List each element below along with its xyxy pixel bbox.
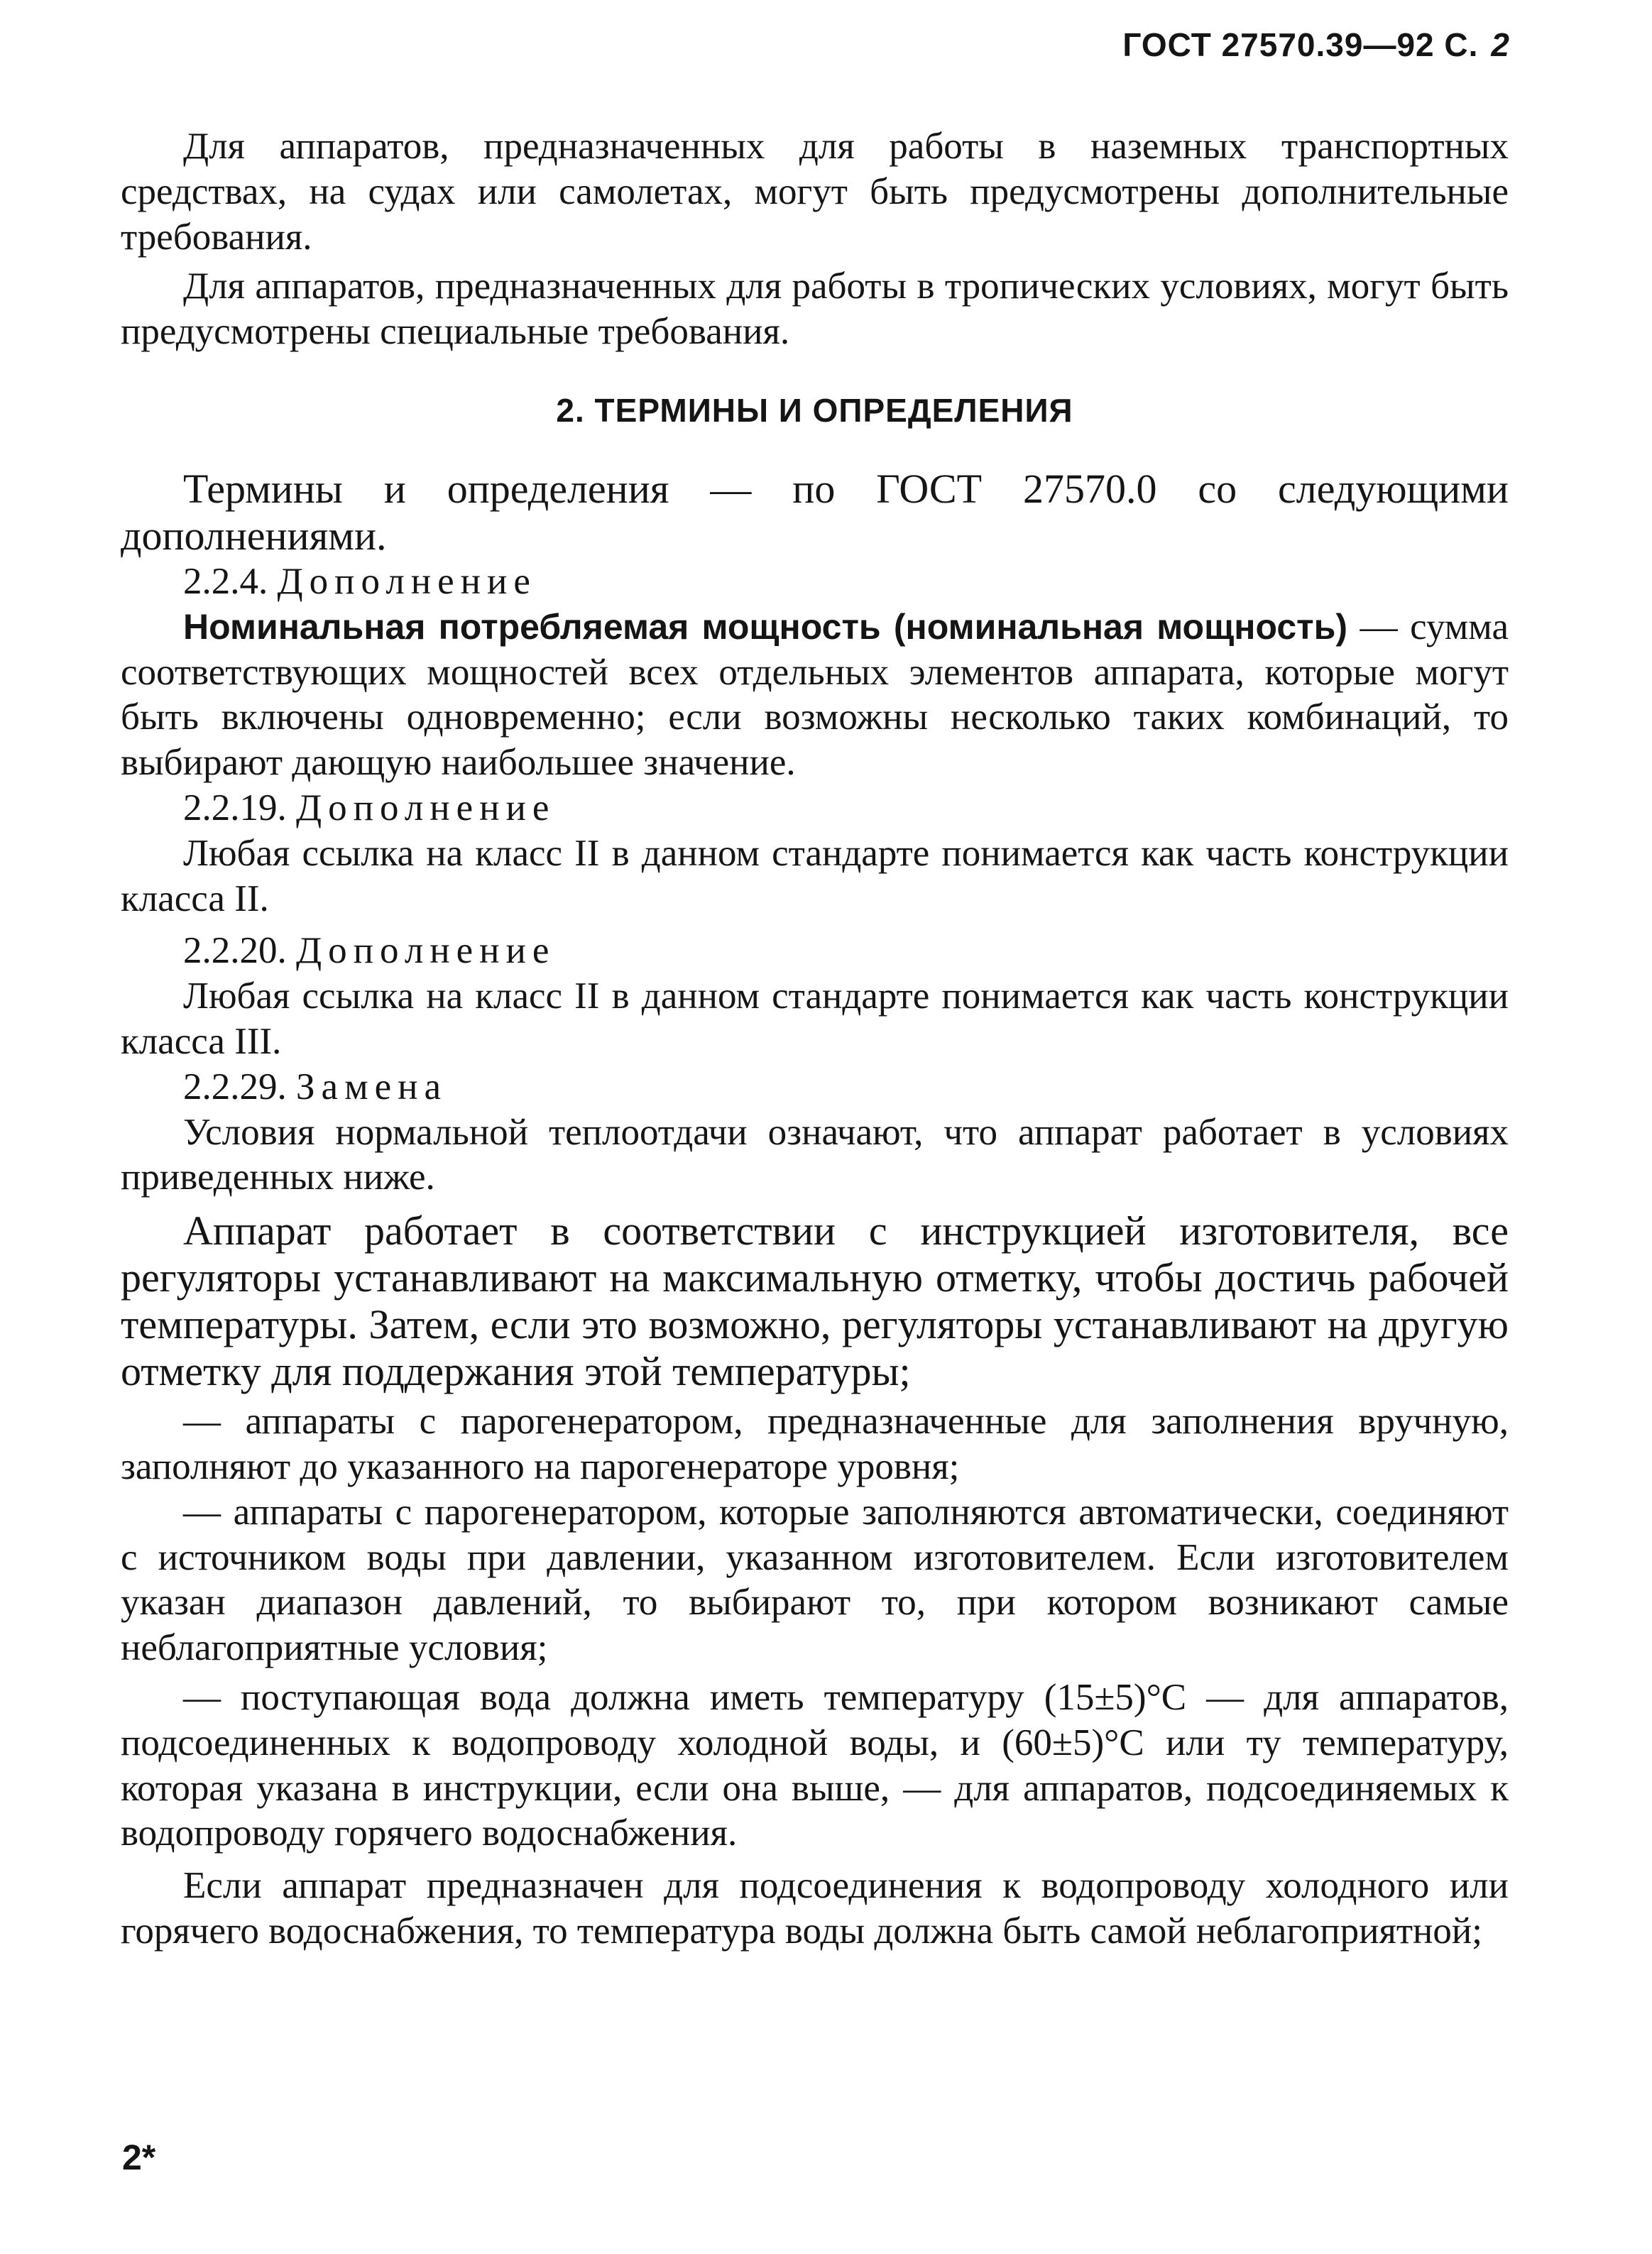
clause-number: 2.2.20. [183,930,287,972]
page-number: 2 [1491,26,1510,63]
paragraph-operation: Аппарат работает в соответствии с инструкцией изготовителя, все регуляторы устанавливают на максимальную отметку, чтобы достичь рабочей температуры. Затем, если это возможно, регуляторы устанавливают на другую отметку для поддержания этой температуры; [121,1208,1509,1395]
section-intro: Термины и определения — по ГОСТ 27570.0 со следующими дополнениями. [121,465,1509,559]
paragraph-intro-2: Для аппаратов, предназначенных для работы в тропических условиях, могут быть предусмотрены специальные требования. [121,266,1509,353]
paragraph-intro-1: Для аппаратов, предназначенных для работы в наземных транспортных средствах, на судах или самолетах, могут быть предусмотрены дополнительные требования. [121,126,1509,258]
clause-2-2-19-text: Любая ссылка на класс II в данном стандарте понимается как часть конструкции класса II. [121,832,1509,919]
document-body [121,124,1509,1954]
clause-number: 2.2.29. [183,1066,287,1107]
clause-kind: Дополнение [277,560,537,602]
clause-number: 2.2.19. [183,787,287,828]
clause-2-2-4-text [121,605,1509,786]
standard-reference: ГОСТ 27570.39—92 С. [1122,26,1479,63]
clause-2-2-19-heading [121,786,1509,831]
list-item-dash-1: — аппараты с парогенератором, предназначенные для заполнения вручную, заполняют до указанного на парогенераторе уровня; [121,1401,1509,1487]
definition-text: — сумма соответствующих мощностей всех отдельных элементов аппарата, которые могут быть включены одновременно; если возможны несколько таких комбинаций, то выбирают дающую наибольшее значение. [121,606,1509,784]
sheet-signature: 2* [122,2138,156,2177]
clause-2-2-29-heading [121,1065,1509,1110]
paragraph-last: Если аппарат предназначен для подсоединения к водопроводу холодного или горячего водоснабжения, то температура воды должна быть самой неблагоприятной; [121,1865,1509,1952]
clause-number: 2.2.4. [183,560,268,602]
list-item-dash-2: — аппараты с парогенератором, которые заполняются автоматически, соединяют с источником воды при давлении, указанном изготовителем. Если изготовителем указан диапазон давлений, то выбирают то, при котором возникают самые неблагоприятные условия; [121,1491,1509,1669]
defined-term: Номинальная потребляемая мощность (номинальная мощность) [183,606,1348,647]
clause-kind: Дополнение [296,930,556,972]
section-heading: 2. ТЕРМИНЫ И ОПРЕДЕЛЕНИЯ [556,391,1073,429]
clause-2-2-20-heading [121,929,1509,974]
clause-kind: Дополнение [296,787,556,828]
clause-2-2-20-text: Любая ссылка на класс II в данном стандарте понимается как часть конструкции класса III. [121,975,1509,1062]
clause-2-2-4-heading [121,559,1509,605]
list-item-dash-3: — поступающая вода должна иметь температуру (15±5)°С — для аппаратов, подсоединенных к водопроводу холодной воды, и (60±5)°С или ту температуру, которая указана в инструкции, если она выше, — для аппаратов, подсоединяемых к водопроводу горячего водоснабжения. [121,1676,1509,1854]
clause-2-2-29-text: Условия нормальной теплоотдачи означают, что аппарат работает в условиях приведенных ниже. [121,1111,1509,1198]
page-header [1122,26,1510,64]
clause-kind: Замена [296,1066,448,1107]
